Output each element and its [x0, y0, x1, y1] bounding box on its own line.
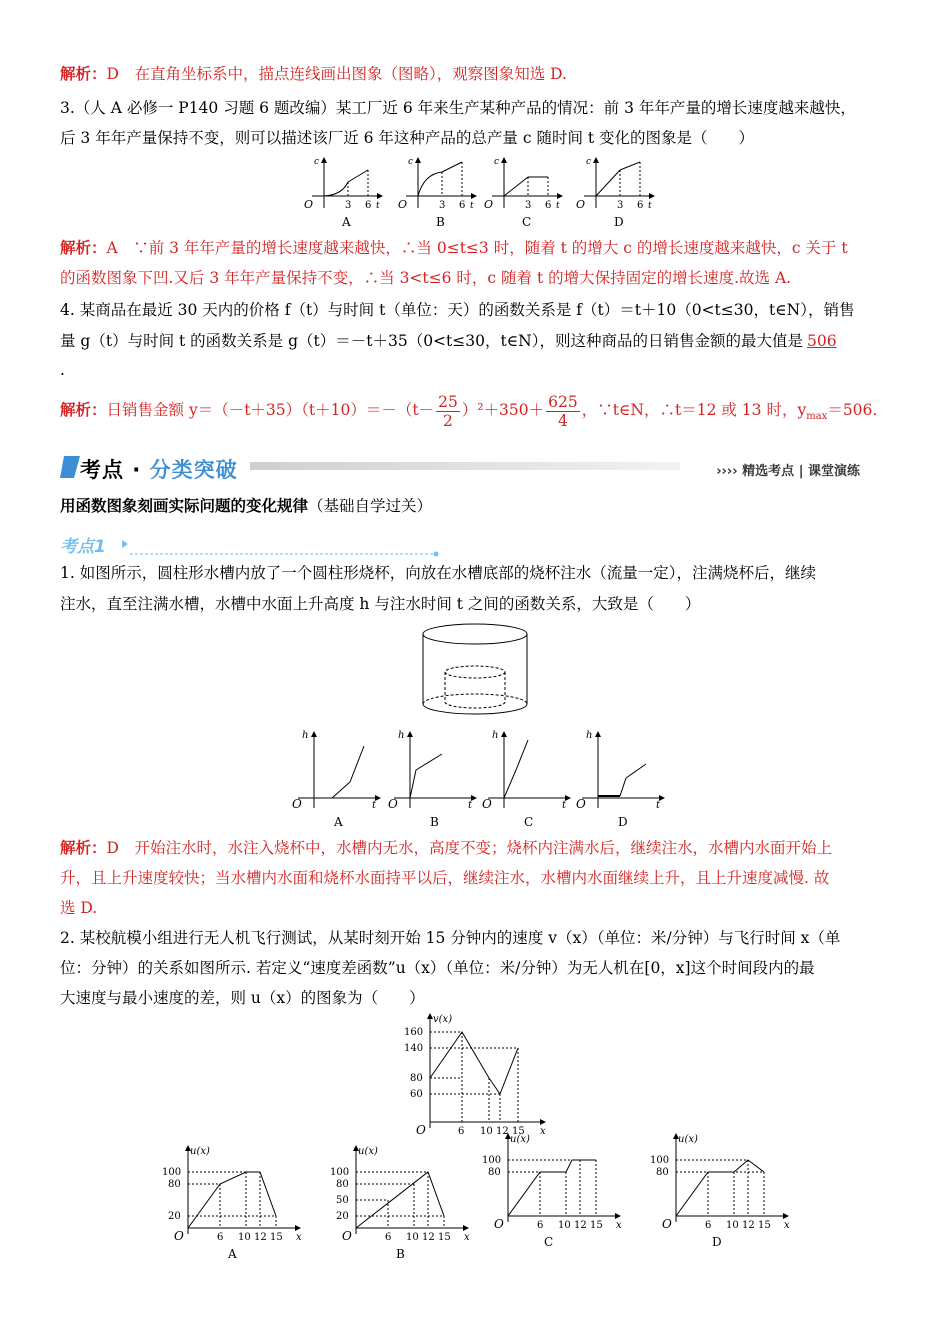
- q3-answer-line2: 的函数图象下凹.又后 3 年年产量保持不变，∴当 3<t≤6 时，c 随着 t 的增大保持固定的增长速度.故选 A.: [60, 269, 792, 287]
- svg-text:3: 3: [617, 200, 624, 211]
- svg-text:3: 3: [525, 200, 532, 211]
- svg-text:D: D: [712, 1235, 722, 1249]
- svg-text:t: t: [372, 800, 377, 811]
- svg-text:O: O: [398, 198, 408, 211]
- svg-text:O: O: [576, 797, 586, 811]
- svg-text:20: 20: [336, 1211, 349, 1222]
- svg-text:D: D: [618, 815, 628, 829]
- p1-line2: 注水，直至注满水槽，水槽中水面上升高度 h 与注水时间 t 之间的函数关系，大致是（ ）: [60, 595, 701, 613]
- q3-graph-a: [304, 157, 382, 229]
- svg-text:v(x): v(x): [433, 1014, 453, 1025]
- section-title: 考点 · 分类突破: [80, 458, 238, 482]
- q4-line1: 4. 某商品在最近 30 天内的价格 f（t）与时间 t（单位：天）的函数关系是 f（t）＝t＋10（0<t≤30，t∈N），销售: [60, 301, 855, 319]
- svg-text:x: x: [784, 1220, 790, 1231]
- svg-text:C: C: [544, 1235, 554, 1249]
- svg-text:O: O: [388, 797, 398, 811]
- svg-text:t: t: [468, 800, 473, 811]
- q3-graph-d: [576, 157, 654, 229]
- svg-text:10: 10: [480, 1126, 493, 1137]
- svg-text:80: 80: [488, 1167, 501, 1178]
- svg-text:u(x): u(x): [190, 1146, 210, 1157]
- p2-line2: 位：分钟）的关系如图所示. 若定义“速度差函数”u（x）（单位：米/分钟）为无人机在[0，x]这个时间段内的最: [60, 959, 815, 977]
- svg-text:c: c: [586, 157, 592, 167]
- svg-text:t: t: [656, 800, 661, 811]
- svg-text:6: 6: [217, 1232, 224, 1243]
- p1-graph-c: [482, 730, 570, 829]
- p1-line1: 1. 如图所示，圆柱形水槽内放了一个圆柱形烧杯，向放在水槽底部的烧杯注水（流量一定），注满烧杯后，继续: [60, 564, 816, 582]
- svg-text:t: t: [562, 800, 567, 811]
- svg-text:h: h: [398, 730, 405, 741]
- ux-graph-c: [482, 1134, 622, 1249]
- svg-text:160: 160: [404, 1027, 424, 1038]
- svg-text:6: 6: [365, 200, 372, 211]
- p2-line1: 2. 某校航模小组进行无人机飞行测试，从某时刻开始 15 分钟内的速度 v（x）（单位：米/分钟）与飞行时间 x（单: [60, 929, 841, 947]
- svg-text:x: x: [540, 1126, 546, 1137]
- ux-option-graphs: [160, 1134, 800, 1265]
- svg-text:O: O: [292, 797, 302, 811]
- svg-text:O: O: [416, 1123, 426, 1137]
- svg-text:c: c: [408, 157, 414, 167]
- ux-graph-b: [330, 1146, 470, 1261]
- svg-text:B: B: [430, 815, 439, 829]
- svg-text:h: h: [302, 730, 309, 741]
- svg-text:100: 100: [482, 1155, 502, 1166]
- svg-text:15: 15: [512, 1126, 525, 1137]
- svg-text:O: O: [342, 1229, 352, 1243]
- p1-answer-line3: 选 D.: [60, 899, 98, 917]
- svg-text:10: 10: [558, 1220, 571, 1231]
- p1-answer-line2: 升，且上升速度较快；当水槽内水面和烧杯水面持平以后，继续注水，水槽内水面继续上升，且上升速度减慢. 故: [60, 869, 830, 887]
- kaodian-badge: 考点1: [60, 537, 106, 557]
- p1-graph-b: [388, 730, 476, 829]
- svg-text:140: 140: [404, 1043, 424, 1054]
- svg-text:h: h: [586, 730, 593, 741]
- svg-text:6: 6: [459, 200, 466, 211]
- svg-text:O: O: [494, 1217, 504, 1231]
- svg-text:t: t: [470, 201, 474, 211]
- header-accent-icon: [60, 456, 80, 478]
- svg-text:60: 60: [410, 1089, 423, 1100]
- q4-answer-blank: 506: [807, 332, 837, 350]
- svg-text:80: 80: [410, 1073, 423, 1084]
- q3-line1: 3.（人 A 必修一 P140 习题 6 题改编）某工厂近 6 年来生产某种产品的情况：前 3 年年产量的增长速度越来越快，: [60, 99, 856, 117]
- svg-text:6: 6: [458, 1126, 465, 1137]
- svg-text:6: 6: [537, 1220, 544, 1231]
- svg-text:O: O: [484, 198, 494, 211]
- q4-line2: 量 g（t）与时间 t 的函数关系是 g（t）＝－t＋35（0<t≤30，t∈N），则这种商品的日销售金额的最大值是 506: [60, 332, 837, 350]
- ux-graph-a: [162, 1146, 302, 1261]
- p2-line3: 大速度与最小速度的差，则 u（x）的图象为（ ）: [60, 989, 425, 1007]
- svg-text:12: 12: [422, 1232, 435, 1243]
- svg-text:t: t: [648, 201, 652, 211]
- p1-graph-a: [292, 730, 380, 829]
- svg-text:c: c: [314, 157, 320, 167]
- svg-text:80: 80: [656, 1167, 669, 1178]
- cylinder-figure: [418, 620, 533, 725]
- svg-text:12: 12: [254, 1232, 267, 1243]
- svg-text:h: h: [492, 730, 499, 741]
- svg-text:12: 12: [742, 1220, 755, 1231]
- svg-text:c: c: [494, 157, 500, 167]
- topic-heading: 用函数图象刻画实际问题的变化规律（基础自学过关）: [60, 496, 433, 515]
- svg-text:80: 80: [336, 1179, 349, 1190]
- svg-text:15: 15: [758, 1220, 771, 1231]
- svg-text:u(x): u(x): [358, 1146, 378, 1157]
- svg-text:O: O: [174, 1229, 184, 1243]
- svg-text:A: A: [342, 215, 351, 229]
- svg-text:50: 50: [336, 1195, 349, 1206]
- svg-text:D: D: [614, 215, 624, 229]
- vx-graph: [400, 1010, 560, 1140]
- svg-text:12: 12: [574, 1220, 587, 1231]
- svg-text:x: x: [464, 1232, 470, 1243]
- p1-graph-d: [576, 730, 664, 829]
- answer-label: 解析：: [60, 64, 107, 83]
- svg-text:6: 6: [545, 200, 552, 211]
- svg-text:6: 6: [705, 1220, 712, 1231]
- svg-text:20: 20: [168, 1211, 181, 1222]
- svg-text:O: O: [662, 1217, 672, 1231]
- svg-text:15: 15: [590, 1220, 603, 1231]
- svg-text:3: 3: [439, 200, 446, 211]
- svg-text:O: O: [482, 797, 492, 811]
- svg-text:6: 6: [385, 1232, 392, 1243]
- svg-text:80: 80: [168, 1179, 181, 1190]
- svg-text:t: t: [556, 201, 560, 211]
- kaodian-line: [118, 536, 448, 556]
- svg-text:15: 15: [270, 1232, 283, 1243]
- svg-text:u(x): u(x): [510, 1134, 530, 1145]
- q3-option-graphs: [282, 152, 672, 232]
- svg-text:t: t: [376, 201, 380, 211]
- section-right-tag: ›››› 精选考点 | 课堂演练: [716, 464, 860, 479]
- svg-text:10: 10: [726, 1220, 739, 1231]
- fraction-625-4: $\frac{625}{4}$: [548, 392, 578, 430]
- svg-text:10: 10: [406, 1232, 419, 1243]
- ux-graph-d: [650, 1134, 790, 1249]
- svg-text:x: x: [296, 1232, 302, 1243]
- svg-text:B: B: [396, 1247, 405, 1261]
- svg-text:x: x: [616, 1220, 622, 1231]
- svg-text:A: A: [228, 1247, 237, 1261]
- q4-answer: 解析：日销售金额 y＝（－t＋35）（t＋10）＝－（t－ $\frac{25}{2}$ ）²＋350＋ $\frac{625}{4}$ ，∵t∈N，∴t＝12 或 13 时，$y_{max}=506$.: [60, 392, 878, 430]
- p1-answer-line1: 解析：D 开始注水时，水注入烧杯中，水槽内无水，高度不变；烧杯内注满水后，继续注水，水槽内水面开始上: [60, 838, 832, 857]
- svg-text:100: 100: [330, 1167, 350, 1178]
- svg-text:100: 100: [650, 1155, 670, 1166]
- fraction-25-2: $\frac{25}{2}$: [438, 392, 458, 430]
- svg-text:C: C: [522, 215, 532, 229]
- q4-dot: .: [60, 361, 65, 379]
- svg-text:6: 6: [637, 200, 644, 211]
- svg-text:A: A: [334, 815, 343, 829]
- svg-text:u(x): u(x): [678, 1134, 698, 1145]
- svg-text:B: B: [436, 215, 445, 229]
- svg-text:O: O: [304, 198, 314, 211]
- svg-text:100: 100: [162, 1167, 182, 1178]
- svg-text:12: 12: [496, 1126, 509, 1137]
- svg-text:C: C: [524, 815, 534, 829]
- svg-text:15: 15: [438, 1232, 451, 1243]
- q3-answer-line1: 解析：A ∵前 3 年年产量的增长速度越来越快，∴当 0≤t≤3 时，随着 t 的增大 c 的增长速度越来越快，c 关于 t: [60, 238, 848, 257]
- prev-answer: 解析：D 在直角坐标系中，描点连线画出图象（图略），观察图象知选 D.: [60, 64, 567, 83]
- q3-graph-b: [398, 157, 476, 229]
- p1-option-graphs: [282, 724, 672, 834]
- q3-line2: 后 3 年年产量保持不变，则可以描述该厂近 6 年这种产品的总产量 c 随时间 t 变化的图象是（ ）: [60, 129, 755, 147]
- q3-graph-c: [484, 157, 562, 229]
- svg-text:O: O: [576, 198, 586, 211]
- svg-text:3: 3: [345, 200, 352, 211]
- svg-text:10: 10: [238, 1232, 251, 1243]
